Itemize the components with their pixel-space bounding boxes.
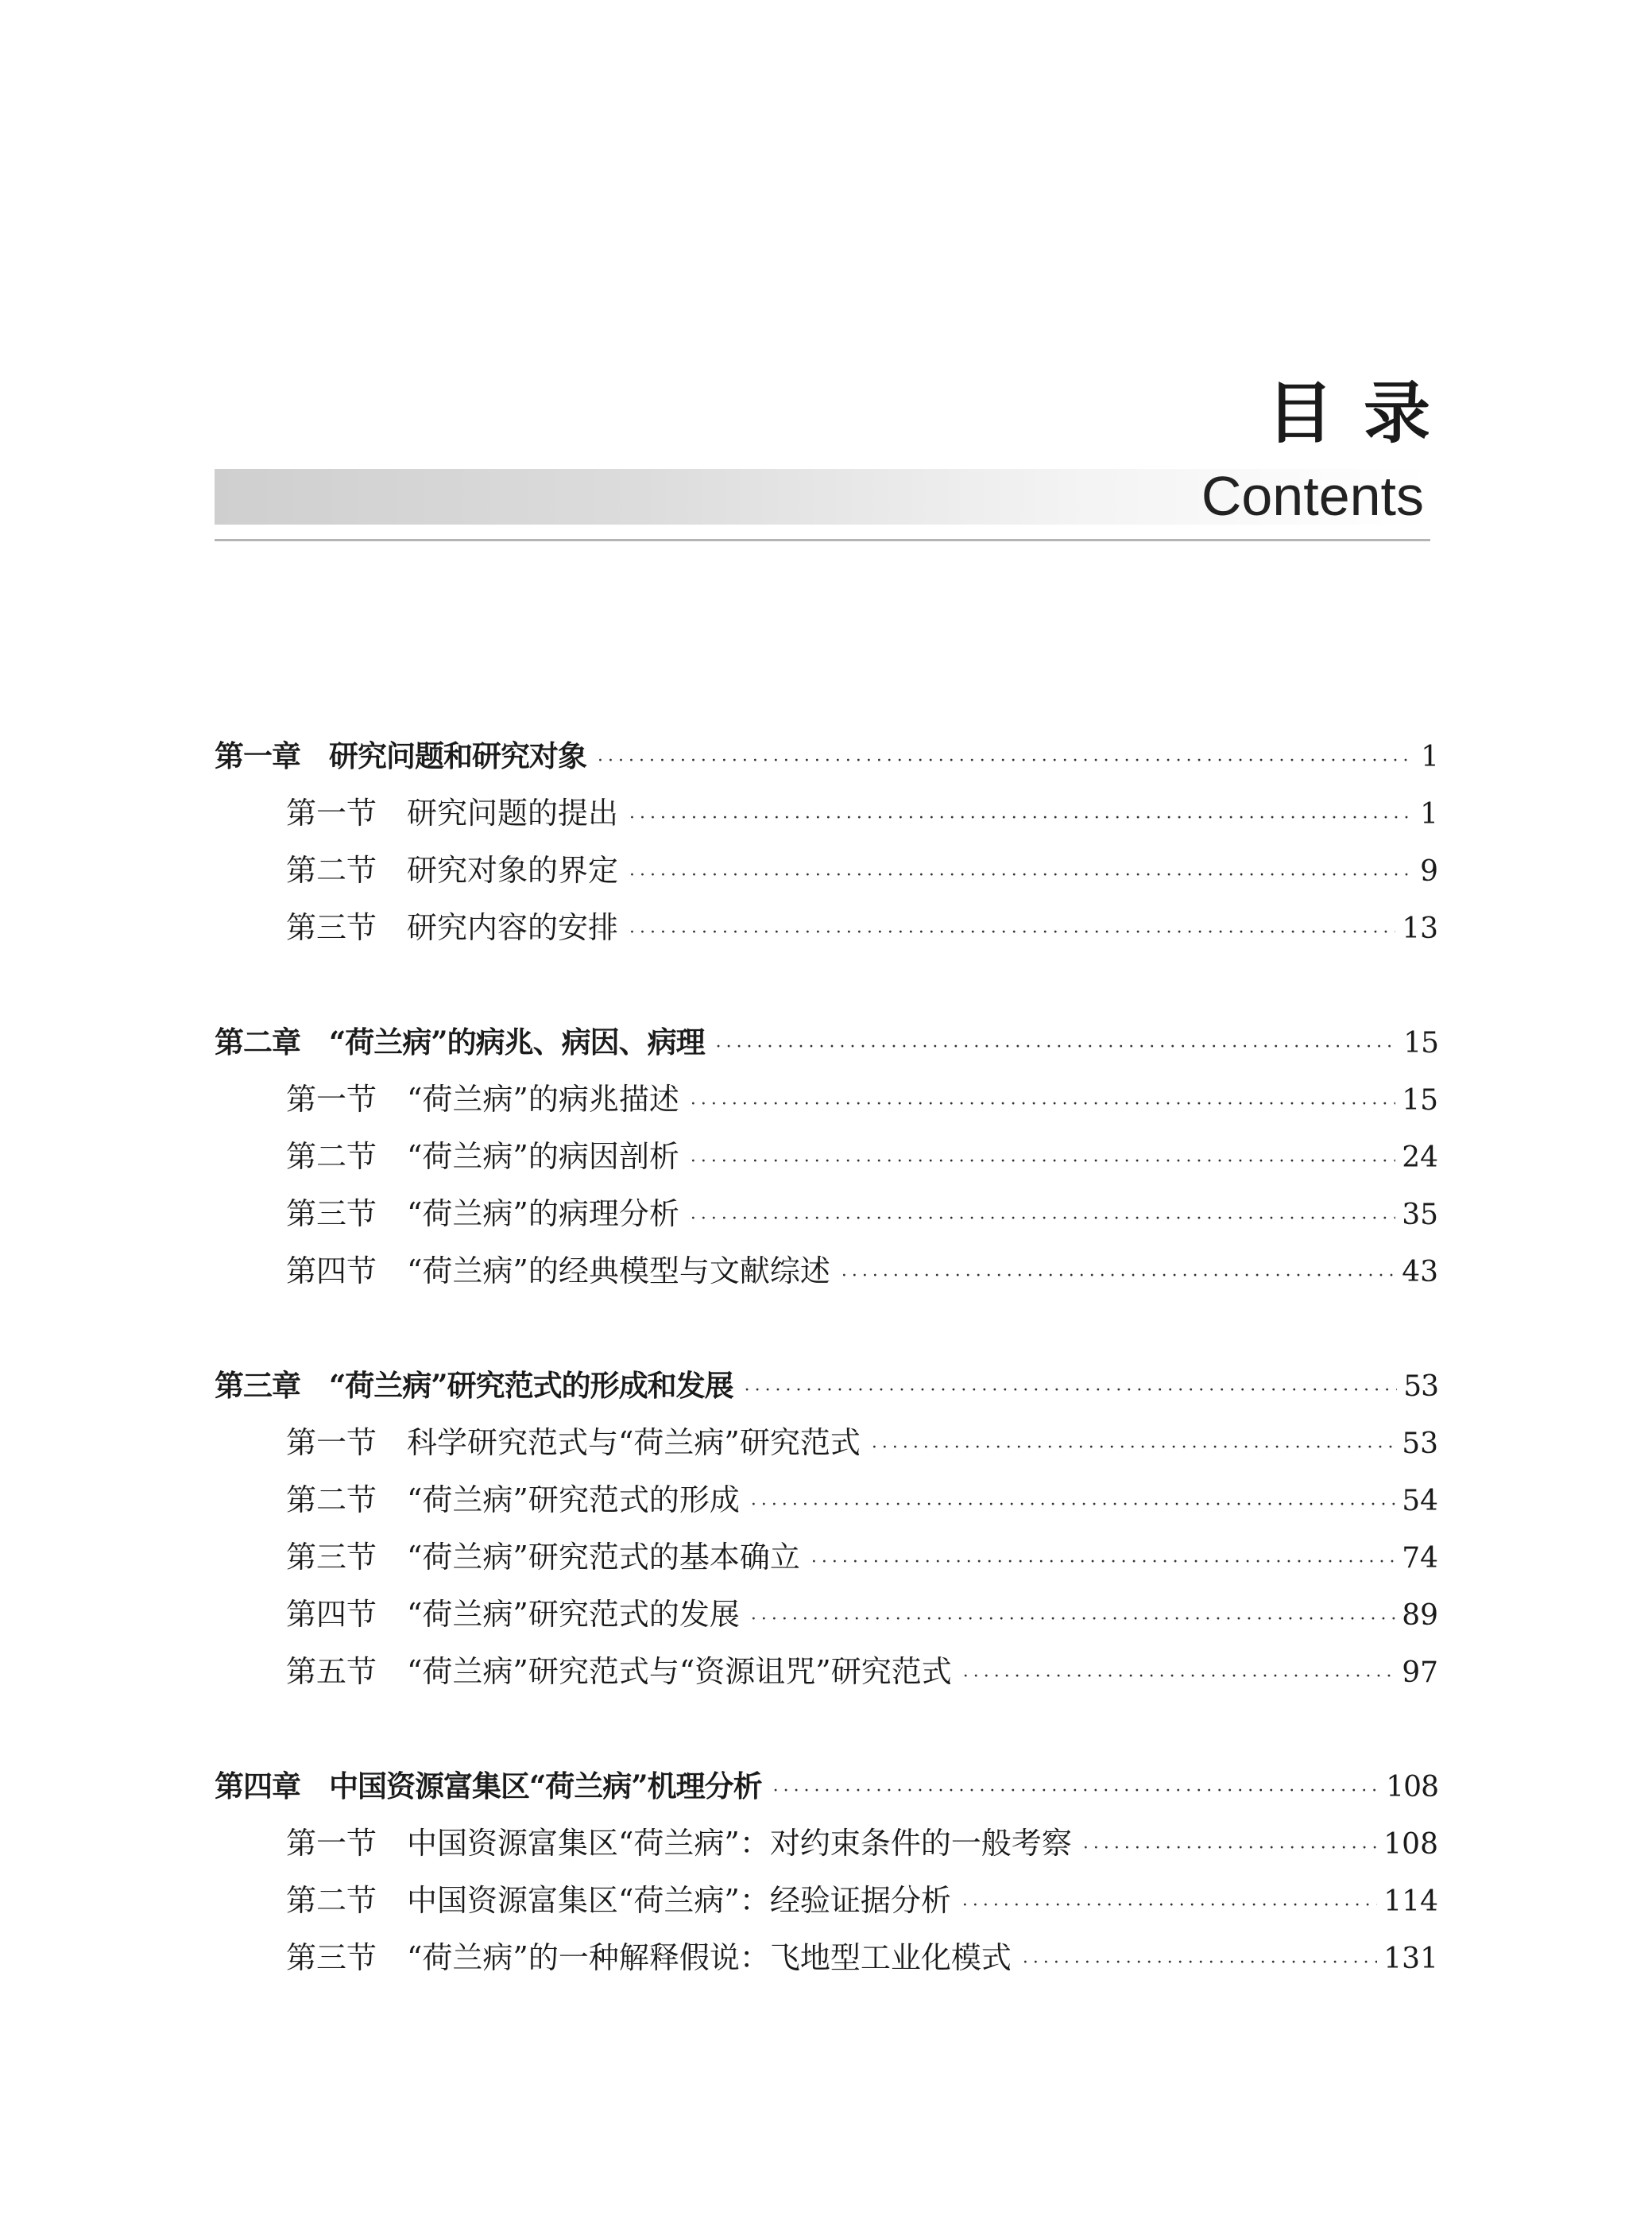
toc-section-entry[interactable]	[215, 1528, 1438, 1586]
toc-section-entry[interactable]	[215, 1586, 1438, 1643]
toc-section-entry[interactable]	[215, 1242, 1438, 1300]
page-number: 108	[1383, 1828, 1438, 1861]
toc-chapter	[215, 1357, 1438, 1700]
page-number: 53	[1403, 1370, 1438, 1403]
dot-leader	[872, 1420, 1395, 1477]
page-number: 53	[1402, 1428, 1438, 1460]
toc-section-entry[interactable]	[215, 785, 1438, 842]
page-number: 54	[1402, 1485, 1438, 1517]
toc-section-entry[interactable]	[215, 1929, 1438, 1986]
toc-chapter	[215, 1013, 1438, 1300]
toc-section-entry[interactable]	[215, 1128, 1438, 1185]
toc-section-entry[interactable]	[215, 899, 1438, 956]
page-number: 131	[1383, 1943, 1438, 1975]
section-title: 第三节 研究内容的安排	[286, 910, 619, 945]
toc-section-entry[interactable]	[215, 1815, 1438, 1872]
title-divider	[215, 539, 1430, 541]
page-number: 24	[1402, 1141, 1438, 1174]
dot-leader	[629, 905, 1395, 962]
section-title: 第二节 中国资源富集区“荷兰病”：经验证据分析	[286, 1883, 951, 1918]
section-title: 第二节 “荷兰病”研究范式的形成	[286, 1482, 740, 1517]
toc-chapter-entry[interactable]	[215, 1357, 1438, 1414]
page-number: 13	[1402, 912, 1438, 945]
section-title: 第三节 “荷兰病”研究范式的基本确立	[286, 1540, 800, 1575]
toc-section-entry[interactable]	[215, 1471, 1438, 1528]
page-title: 目录	[1266, 374, 1460, 452]
page-number: 74	[1402, 1542, 1438, 1575]
section-title: 第一节 中国资源富集区“荷兰病”：对约束条件的一般考察	[286, 1826, 1072, 1861]
dot-leader	[598, 733, 1414, 790]
toc-section-entry[interactable]	[215, 1643, 1438, 1700]
dot-leader	[745, 1362, 1398, 1420]
toc-chapter-entry[interactable]	[215, 1013, 1438, 1071]
dot-leader	[691, 1076, 1395, 1133]
dot-leader	[629, 847, 1414, 905]
section-title: 第三节 “荷兰病”的一种解释假说：飞地型工业化模式	[286, 1940, 1012, 1975]
page-number: 43	[1402, 1256, 1438, 1288]
page-number: 35	[1402, 1199, 1438, 1231]
toc-header	[215, 374, 1460, 556]
dot-leader	[1083, 1820, 1377, 1877]
toc-chapter-entry[interactable]	[215, 1757, 1438, 1815]
section-title: 第二节 研究对象的界定	[286, 853, 619, 888]
dot-leader	[751, 1477, 1395, 1534]
toc-section-entry[interactable]	[215, 1071, 1438, 1128]
section-title: 第四节 “荷兰病”的经典模型与文献综述	[286, 1253, 830, 1288]
toc-chapter	[215, 1757, 1438, 1986]
page-number: 1	[1420, 798, 1438, 831]
dot-leader	[962, 1877, 1377, 1935]
section-title: 第四节 “荷兰病”研究范式的发展	[286, 1597, 740, 1632]
page-number: 114	[1383, 1885, 1438, 1918]
dot-leader	[1023, 1935, 1377, 1992]
page-subtitle: Contents	[1201, 465, 1424, 527]
page-number: 1	[1421, 741, 1438, 773]
dot-leader	[963, 1648, 1395, 1706]
page-number: 89	[1402, 1599, 1438, 1632]
dot-leader	[629, 790, 1414, 847]
table-of-contents	[215, 727, 1438, 2044]
section-title: 第二节 “荷兰病”的病因剖析	[286, 1139, 679, 1174]
page-number: 15	[1402, 1084, 1438, 1117]
toc-section-entry[interactable]	[215, 1414, 1438, 1471]
dot-leader	[691, 1133, 1395, 1191]
page-number: 97	[1402, 1656, 1438, 1689]
dot-leader	[751, 1591, 1395, 1648]
toc-chapter	[215, 727, 1438, 956]
toc-section-entry[interactable]	[215, 1872, 1438, 1929]
chapter-title: 第一章 研究问题和研究对象	[215, 738, 586, 773]
section-title: 第五节 “荷兰病”研究范式与“资源诅咒”研究范式	[286, 1654, 952, 1689]
chapter-title: 第四章 中国资源富集区“荷兰病”机理分析	[215, 1769, 762, 1803]
dot-leader	[811, 1534, 1395, 1591]
dot-leader	[841, 1248, 1395, 1305]
dot-leader	[716, 1019, 1398, 1076]
page-number: 9	[1420, 855, 1438, 888]
section-title: 第一节 “荷兰病”的病兆描述	[286, 1082, 679, 1117]
toc-chapter-entry[interactable]	[215, 727, 1438, 785]
toc-section-entry[interactable]	[215, 842, 1438, 899]
section-title: 第一节 科学研究范式与“荷兰病”研究范式	[286, 1425, 861, 1460]
page-number: 15	[1403, 1027, 1438, 1060]
section-title: 第一节 研究问题的提出	[286, 796, 619, 831]
dot-leader	[691, 1191, 1395, 1248]
page-number: 108	[1386, 1771, 1438, 1803]
chapter-title: 第二章 “荷兰病”的病兆、病因、病理	[215, 1025, 705, 1060]
dot-leader	[773, 1763, 1380, 1820]
section-title: 第三节 “荷兰病”的病理分析	[286, 1196, 679, 1231]
chapter-title: 第三章 “荷兰病”研究范式的形成和发展	[215, 1368, 733, 1403]
toc-section-entry[interactable]	[215, 1185, 1438, 1242]
